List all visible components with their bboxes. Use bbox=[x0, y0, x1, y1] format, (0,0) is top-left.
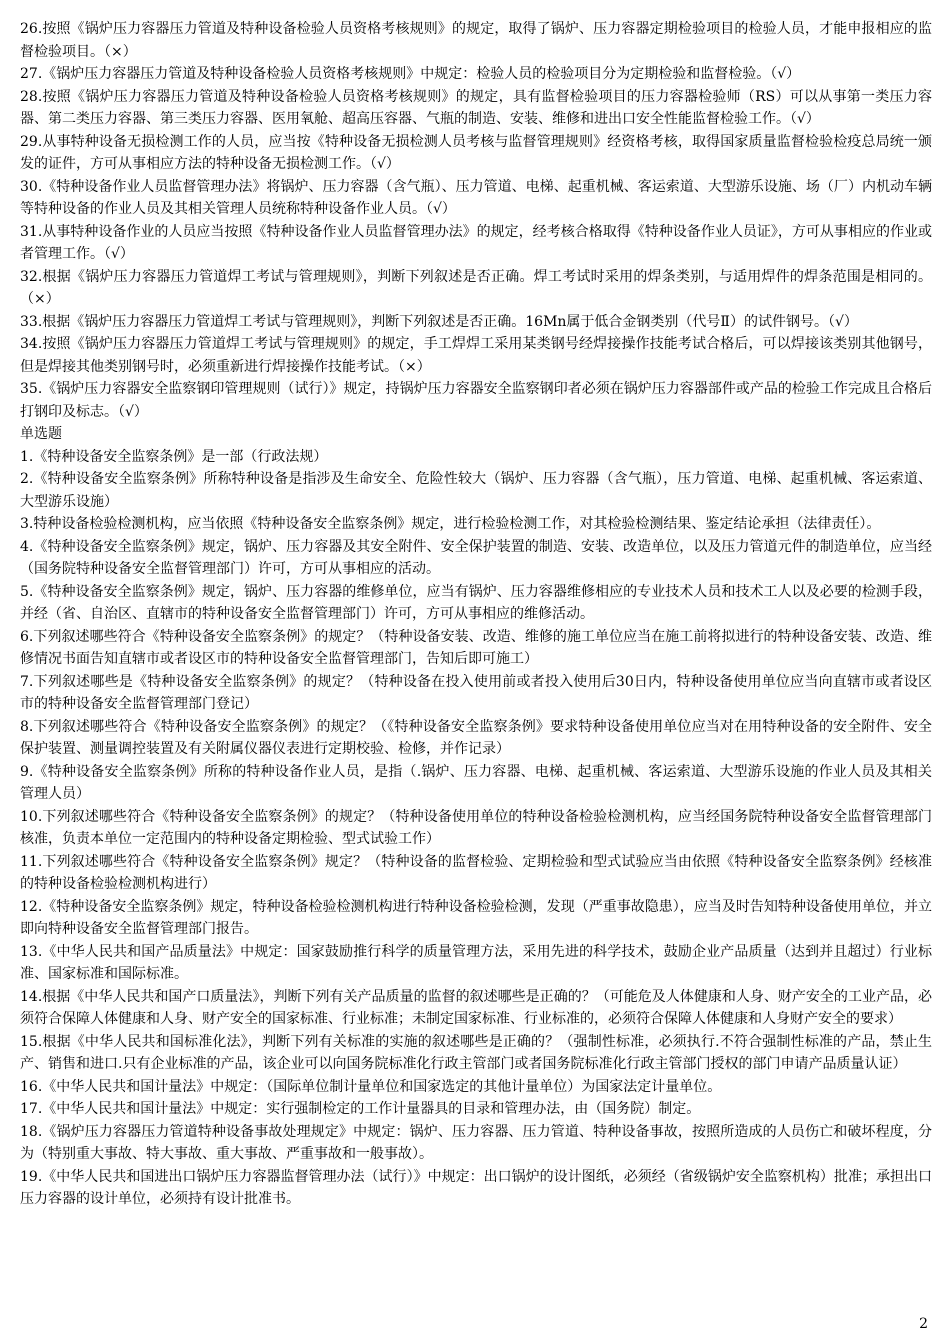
judgment-section bbox=[20, 18, 932, 423]
single-choice-12: 12.《特种设备安全监察条例》规定，特种设备检验检测机构进行特种设备检验检测，发现（严重事故隐患），应当及时告知特种设备使用单位，并立即向特种设备安全监督管理部门报告。 bbox=[20, 898, 932, 937]
single-choice-18: 18.《锅炉压力容器压力管道特种设备事故处理规定》中规定：锅炉、压力容器、压力管道、特种设备事故，按照所造成的人员伤亡和破坏程度，分为（特别重大事故、特大事故、重大事故、严重事故和一般事故）。 bbox=[20, 1123, 932, 1162]
single-choice-section bbox=[20, 446, 932, 1211]
question-26: 26.按照《锅炉压力容器压力管道及特种设备检验人员资格考核规则》的规定，取得了锅炉、压力容器定期检验项目的检验人员，才能申报相应的监督检验项目。（×） bbox=[20, 21, 932, 60]
single-choice-6: 6.下列叙述哪些符合《特种设备安全监察条例》的规定？（特种设备安装、改造、维修的施工单位应当在施工前将拟进行的特种设备安装、改造、维修情况书面告知直辖市或者设区市的特种设备安全监督管理部门，告知后即可施工） bbox=[20, 628, 932, 667]
question-28: 28.按照《锅炉压力容器压力管道及特种设备检验人员资格考核规则》的规定，具有监督检验项目的压力容器检验师（RS）可以从事第一类压力容器、第二类压力容器、第三类压力容器、医用氧舱、超高压容器、气瓶的制造、安装、维修和进出口安全性能监督检验工作。（√） bbox=[20, 88, 932, 127]
question-27: 27.《锅炉压力容器压力管道及特种设备检验人员资格考核规则》中规定：检验人员的检验项目分为定期检验和监督检验。（√） bbox=[20, 66, 801, 82]
single-choice-13: 13.《中华人民共和国产品质量法》中规定：国家鼓励推行科学的质量管理方法，采用先进的科学技术，鼓励企业产品质量（达到并且超过）行业标准、国家标准和国际标准。 bbox=[20, 943, 932, 982]
question-32: 32.根据《锅炉压力容器压力管道焊工考试与管理规则》，判断下列叙述是否正确。焊工考试时采用的焊条类别，与适用焊件的焊条范围是相同的。（×） bbox=[20, 268, 932, 307]
question-35: 35.《锅炉压力容器安全监察钢印管理规则（试行）》规定，持锅炉压力容器安全监察钢印者必须在锅炉压力容器部件或产品的检验工作完成且合格后打钢印及标志。（√） bbox=[20, 381, 932, 420]
single-choice-17: 17.《中华人民共和国计量法》中规定：实行强制检定的工作计量器具的目录和管理办法，由（国务院）制定。 bbox=[20, 1101, 701, 1117]
single-choice-16: 16.《中华人民共和国计量法》中规定：（国际单位制计量单位和国家选定的其他计量单位）为国家法定计量单位。 bbox=[20, 1078, 722, 1095]
question-30: 30.《特种设备作业人员监督管理办法》将锅炉、压力容器（含气瓶）、压力管道、电梯、起重机械、客运索道、大型游乐设施、场（厂）内机动车辆等特种设备的作业人员及其相关管理人员统称特种设备作业人员。（√） bbox=[20, 178, 932, 217]
single-choice-3: 3.特种设备检验检测机构，应当依照《特种设备安全监察条例》规定，进行检验检测工作，对其检验检测结果、鉴定结论承担（法律责任）。 bbox=[20, 516, 881, 532]
single-choice-1: 1.《特种设备安全监察条例》是一部（行政法规） bbox=[20, 448, 328, 465]
single-choice-7: 7.下列叙述哪些是《特种设备安全监察条例》的规定？（特种设备在投入使用前或者投入使用后30日内，特种设备使用单位应当向直辖市或者设区市的特种设备安全监督管理部门登记） bbox=[20, 673, 932, 712]
single-choice-10: 10.下列叙述哪些符合《特种设备安全监察条例》的规定？（特种设备使用单位的特种设备检验检测机构，应当经国务院特种设备安全监督管理部门核准，负责本单位一定范围内的特种设备定期检验、型式试验工作） bbox=[20, 808, 932, 847]
single-choice-15: 15.根据《中华人民共和国标准化法》，判断下列有关标准的实施的叙述哪些是正确的？（强制性标准，必须执行.不符合强制性标准的产品，禁止生产、销售和进口.只有企业标准的产品，该企业可以向国务院标准化行政主管部门或者国务院标准化行政主管部门授权的部门申请产品质量认证） bbox=[20, 1033, 932, 1072]
document-page bbox=[20, 18, 932, 1211]
single-choice-19: 19.《中华人民共和国进出口锅炉压力容器监督管理办法（试行）》中规定：出口锅炉的设计图纸，必须经（省级锅炉安全监察机构）批准；承担出口压力容器的设计单位，必须持有设计批准书。 bbox=[20, 1168, 932, 1207]
question-34: 34.按照《锅炉压力容器压力管道焊工考试与管理规则》的规定，手工焊焊工采用某类钢号经焊接操作技能考试合格后，可以焊接该类别其他钢号，但是焊接其他类别钢号时，必须重新进行焊接操作技能考试。（×） bbox=[20, 336, 932, 375]
single-choice-11: 11.下列叙述哪些符合《特种设备安全监察条例》规定？（特种设备的监督检验、定期检验和型式试验应当由依照《特种设备安全监察条例》经核准的特种设备检验检测机构进行） bbox=[20, 853, 932, 892]
single-choice-5: 5.《特种设备安全监察条例》规定，锅炉、压力容器的维修单位，应当有锅炉、压力容器维修相应的专业技术人员和技术工人以及必要的检测手段，并经（省、自治区、直辖市的特种设备安全监督管理部门）许可，方可从事相应的维修活动。 bbox=[20, 583, 932, 622]
single-choice-8: 8.下列叙述哪些符合《特种设备安全监察条例》的规定？（《特种设备安全监察条例》要求特种设备使用单位应当对在用特种设备的安全附件、安全保护装置、测量调控装置及有关附属仪器仪表进行定期校验、检修，并作记录） bbox=[20, 718, 932, 757]
single-choice-heading: 单选题 bbox=[20, 426, 62, 442]
question-31: 31.从事特种设备作业的人员应当按照《特种设备作业人员监督管理办法》的规定，经考核合格取得《特种设备作业人员证》，方可从事相应的作业或者管理工作。（√） bbox=[20, 223, 932, 262]
single-choice-9: 9.《特种设备安全监察条例》所称的特种设备作业人员，是指（.锅炉、压力容器、电梯、起重机械、客运索道、大型游乐设施的作业人员及其相关管理人员） bbox=[20, 763, 932, 802]
question-33: 33.根据《锅炉压力容器压力管道焊工考试与管理规则》，判断下列叙述是否正确。16Mn属于低合金钢类别（代号Ⅱ）的试件钢号。（√） bbox=[20, 313, 858, 330]
single-choice-4: 4.《特种设备安全监察条例》规定，锅炉、压力容器及其安全附件、安全保护装置的制造、安装、改造单位，以及压力管道元件的制造单位，应当经（国务院特种设备安全监督管理部门）许可，方可从事相应的活动。 bbox=[20, 538, 932, 577]
single-choice-2: 2.《特种设备安全监察条例》所称特种设备是指涉及生命安全、危险性较大（锅炉、压力容器（含气瓶），压力管道、电梯、起重机械、客运索道、大型游乐设施） bbox=[20, 471, 932, 510]
single-choice-14: 14.根据《中华人民共和国产口质量法》，判断下列有关产品质量的监督的叙述哪些是正确的？（可能危及人体健康和人身、财产安全的工业产品，必须符合保障人体健康和人身、财产安全的国家标准、行业标准；未制定国家标准、行业标准的，必须符合保障人体健康和人身财产安全的要求） bbox=[20, 988, 932, 1027]
page-number: 2 bbox=[919, 1316, 928, 1332]
question-29: 29.从事特种设备无损检测工作的人员，应当按《特种设备无损检测人员考核与监督管理规则》经资格考核，取得国家质量监督检验检疫总局统一颁发的证件，方可从事相应方法的特种设备无损检测工作。（√） bbox=[20, 133, 932, 172]
